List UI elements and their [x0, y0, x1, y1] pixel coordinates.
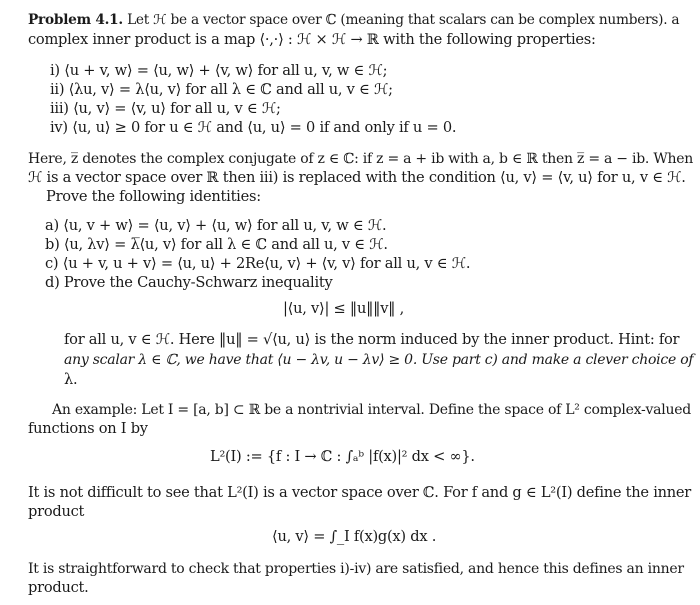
inner-product-formula: ⟨u, v⟩ = ∫_I f(x)g(x) dx .	[272, 528, 437, 545]
identity-a: a) ⟨u, v + w⟩ = ⟨u, v⟩ + ⟨u, w⟩ for all u, v, w ∈ ℋ.	[45, 217, 387, 234]
hint-line-2: any scalar λ ∈ ℂ, we have that ⟨u − λv, u − λv⟩ ≥ 0. Use part c) and make a clever choice of	[64, 352, 694, 368]
example-line-5: It is straightforward to check that properties i)-iv) are satisfied, and hence this defines an inner	[28, 561, 684, 577]
example-line-2: functions on I by	[28, 420, 148, 437]
problem-intro-line-2: complex inner product is a map ⟨·,·⟩ : ℋ × ℋ → ℝ with the following properties:	[28, 31, 596, 48]
property-ii: ii) ⟨λu, v⟩ = λ⟨u, v⟩ for all λ ∈ ℂ and all u, v ∈ ℋ;	[50, 81, 393, 98]
conjugate-note-line-1: Here, z̅ denotes the complex conjugate of z ∈ ℂ: if z = a + ib with a, b ∈ ℝ then z̅ = a − ib. When	[28, 151, 694, 167]
example-line-6: product.	[28, 579, 89, 596]
identity-d: d) Prove the Cauchy-Schwarz inequality	[45, 274, 333, 291]
example-line-1: An example: Let I = [a, b] ⊂ ℝ be a nontrivial interval. Define the space of L² complex-valued	[52, 402, 692, 418]
l2-space-formula: L²(I) := {f : I → ℂ : ∫ₐᵇ |f(x)|² dx < ∞}.	[210, 448, 475, 465]
example-line-4: product	[28, 503, 85, 520]
prove-instruction: Prove the following identities:	[46, 188, 261, 205]
property-i: i) ⟨u + v, w⟩ = ⟨u, w⟩ + ⟨v, w⟩ for all u, v, w ∈ ℋ;	[50, 62, 388, 79]
property-iv: iv) ⟨u, u⟩ ≥ 0 for u ∈ ℋ and ⟨u, u⟩ = 0 if and only if u = 0.	[50, 119, 457, 136]
problem-intro-line-1	[28, 11, 679, 29]
conjugate-note-line-2: ℋ is a vector space over ℝ then iii) is replaced with the condition ⟨u, v⟩ = ⟨v, u⟩ for u, v ∈ ℋ.	[28, 169, 686, 186]
norm-line-1: for all u, v ∈ ℋ. Here ‖u‖ = √⟨u, u⟩ is the norm induced by the inner product. Hint: for	[64, 331, 680, 348]
problem-intro-text-1: Let ℋ be a vector space over ℂ (meaning that scalars can be complex numbers). a	[127, 12, 680, 28]
problem-heading: Problem 4.1.	[28, 12, 123, 28]
cauchy-schwarz-formula: |⟨u, v⟩| ≤ ‖u‖‖v‖ ,	[283, 300, 405, 317]
identity-b: b) ⟨u, λv⟩ = λ̅⟨u, v⟩ for all λ ∈ ℂ and all u, v ∈ ℋ.	[45, 236, 388, 253]
hint-line-3: λ.	[64, 371, 78, 388]
property-iii: iii) ⟨u, v⟩ = ⟨v, u⟩ for all u, v ∈ ℋ;	[50, 100, 281, 117]
identity-c: c) ⟨u + v, u + v⟩ = ⟨u, u⟩ + 2Re⟨u, v⟩ + ⟨v, v⟩ for all u, v ∈ ℋ.	[45, 255, 471, 272]
example-line-3: It is not difficult to see that L²(I) is a vector space over ℂ. For f and g ∈ L²(I) define the inner	[28, 484, 692, 501]
